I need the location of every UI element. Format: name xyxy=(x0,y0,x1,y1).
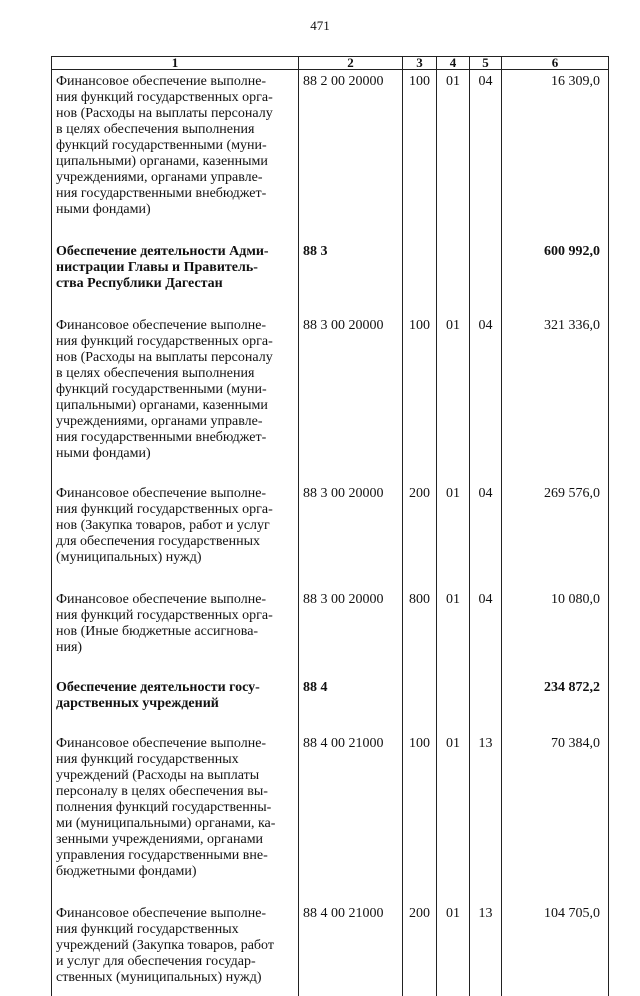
description-line: ния функций государственных орга- xyxy=(56,334,294,350)
subsection: 04 xyxy=(470,588,502,676)
row-description xyxy=(52,676,299,732)
subsection: 04 xyxy=(470,314,502,482)
description-line: ственных (муниципальных) нужд) xyxy=(56,970,294,986)
subsection: 13 xyxy=(470,902,502,996)
subsection: 04 xyxy=(470,70,502,241)
section: 01 xyxy=(437,70,470,241)
row-description xyxy=(52,588,299,676)
subsection xyxy=(470,240,502,314)
description-line: учреждений (Расходы на выплаты xyxy=(56,768,294,784)
description-line: управления государственными вне- xyxy=(56,848,294,864)
budget-code: 88 4 00 21000 xyxy=(299,732,403,902)
section: 01 xyxy=(437,902,470,996)
description-line: ства Республики Дагестан xyxy=(56,276,294,292)
budget-code: 88 4 00 21000 xyxy=(299,902,403,996)
budget-code: 88 4 xyxy=(299,676,403,732)
description-line: ципальными) органами, казенными xyxy=(56,154,294,170)
description-line: ными фондами) xyxy=(56,446,294,462)
row-description xyxy=(52,314,299,482)
expense-type: 800 xyxy=(403,588,437,676)
description-line: ния государственными внебюджет- xyxy=(56,186,294,202)
amount: 104 705,0 xyxy=(502,902,609,996)
description-line: нистрации Главы и Правитель- xyxy=(56,260,294,276)
description-line: Финансовое обеспечение выполне- xyxy=(56,318,294,334)
column-header: 2 xyxy=(299,57,403,70)
description-line: дарственных учреждений xyxy=(56,696,294,712)
description-line: нов (Расходы на выплаты персоналу xyxy=(56,106,294,122)
table-row xyxy=(52,482,609,588)
description-line: персоналу в целях обеспечения вы- xyxy=(56,784,294,800)
description-line: Финансовое обеспечение выполне- xyxy=(56,592,294,608)
description-line: Финансовое обеспечение выполне- xyxy=(56,486,294,502)
budget-code: 88 3 00 20000 xyxy=(299,482,403,588)
table-header-row xyxy=(52,57,609,70)
table-section-row xyxy=(52,676,609,732)
budget-code: 88 3 xyxy=(299,240,403,314)
column-header: 6 xyxy=(502,57,609,70)
description-line: учреждениями, органами управле- xyxy=(56,170,294,186)
row-description xyxy=(52,70,299,241)
description-line: ния функций государственных орга- xyxy=(56,502,294,518)
expense-type: 100 xyxy=(403,732,437,902)
description-line: функций государственными (муни- xyxy=(56,138,294,154)
budget-table xyxy=(51,56,609,996)
description-line: бюджетными фондами) xyxy=(56,864,294,880)
section: 01 xyxy=(437,588,470,676)
column-header: 4 xyxy=(437,57,470,70)
subsection: 04 xyxy=(470,482,502,588)
amount: 70 384,0 xyxy=(502,732,609,902)
description-line: ния функций государственных xyxy=(56,752,294,768)
expense-type xyxy=(403,240,437,314)
description-line: учреждений (Закупка товаров, работ xyxy=(56,938,294,954)
description-line: ными фондами) xyxy=(56,202,294,218)
description-line: зенными учреждениями, органами xyxy=(56,832,294,848)
description-line: Обеспечение деятельности Адми- xyxy=(56,244,294,260)
description-line: ния функций государственных орга- xyxy=(56,608,294,624)
section: 01 xyxy=(437,482,470,588)
description-line: ми (муниципальными) органами, ка- xyxy=(56,816,294,832)
column-header: 1 xyxy=(52,57,299,70)
row-description xyxy=(52,902,299,996)
description-line: нов (Иные бюджетные ассигнова- xyxy=(56,624,294,640)
expense-type: 100 xyxy=(403,70,437,241)
section xyxy=(437,676,470,732)
page-number: 471 xyxy=(0,18,640,34)
table-section-row xyxy=(52,240,609,314)
description-line: Финансовое обеспечение выполне- xyxy=(56,736,294,752)
description-line: и услуг для обеспечения государ- xyxy=(56,954,294,970)
description-line: (муниципальных) нужд) xyxy=(56,550,294,566)
amount: 234 872,2 xyxy=(502,676,609,732)
row-description xyxy=(52,732,299,902)
description-line: нов (Расходы на выплаты персоналу xyxy=(56,350,294,366)
row-description xyxy=(52,240,299,314)
description-line: ния функций государственных орга- xyxy=(56,90,294,106)
expense-type: 200 xyxy=(403,902,437,996)
budget-code: 88 3 00 20000 xyxy=(299,588,403,676)
expense-type: 100 xyxy=(403,314,437,482)
description-line: Финансовое обеспечение выполне- xyxy=(56,906,294,922)
description-line: полнения функций государственны- xyxy=(56,800,294,816)
table-row xyxy=(52,70,609,241)
description-line: ния функций государственных xyxy=(56,922,294,938)
column-header: 3 xyxy=(403,57,437,70)
table-body xyxy=(52,70,609,996)
row-description xyxy=(52,482,299,588)
amount: 321 336,0 xyxy=(502,314,609,482)
section: 01 xyxy=(437,314,470,482)
section: 01 xyxy=(437,732,470,902)
amount: 16 309,0 xyxy=(502,70,609,241)
description-line: ния государственными внебюджет- xyxy=(56,430,294,446)
amount: 269 576,0 xyxy=(502,482,609,588)
description-line: в целях обеспечения выполнения xyxy=(56,366,294,382)
amount: 600 992,0 xyxy=(502,240,609,314)
table-row xyxy=(52,588,609,676)
expense-type: 200 xyxy=(403,482,437,588)
budget-code: 88 2 00 20000 xyxy=(299,70,403,241)
description-line: для обеспечения государственных xyxy=(56,534,294,550)
subsection xyxy=(470,676,502,732)
expense-type xyxy=(403,676,437,732)
description-line: учреждениями, органами управле- xyxy=(56,414,294,430)
table-row xyxy=(52,902,609,996)
description-line: ния) xyxy=(56,640,294,656)
description-line: нов (Закупка товаров, работ и услуг xyxy=(56,518,294,534)
subsection: 13 xyxy=(470,732,502,902)
table-row xyxy=(52,314,609,482)
section xyxy=(437,240,470,314)
column-header: 5 xyxy=(470,57,502,70)
description-line: ципальными) органами, казенными xyxy=(56,398,294,414)
description-line: функций государственными (муни- xyxy=(56,382,294,398)
amount: 10 080,0 xyxy=(502,588,609,676)
table-row xyxy=(52,732,609,902)
description-line: Финансовое обеспечение выполне- xyxy=(56,74,294,90)
description-line: Обеспечение деятельности госу- xyxy=(56,680,294,696)
budget-code: 88 3 00 20000 xyxy=(299,314,403,482)
description-line: в целях обеспечения выполнения xyxy=(56,122,294,138)
